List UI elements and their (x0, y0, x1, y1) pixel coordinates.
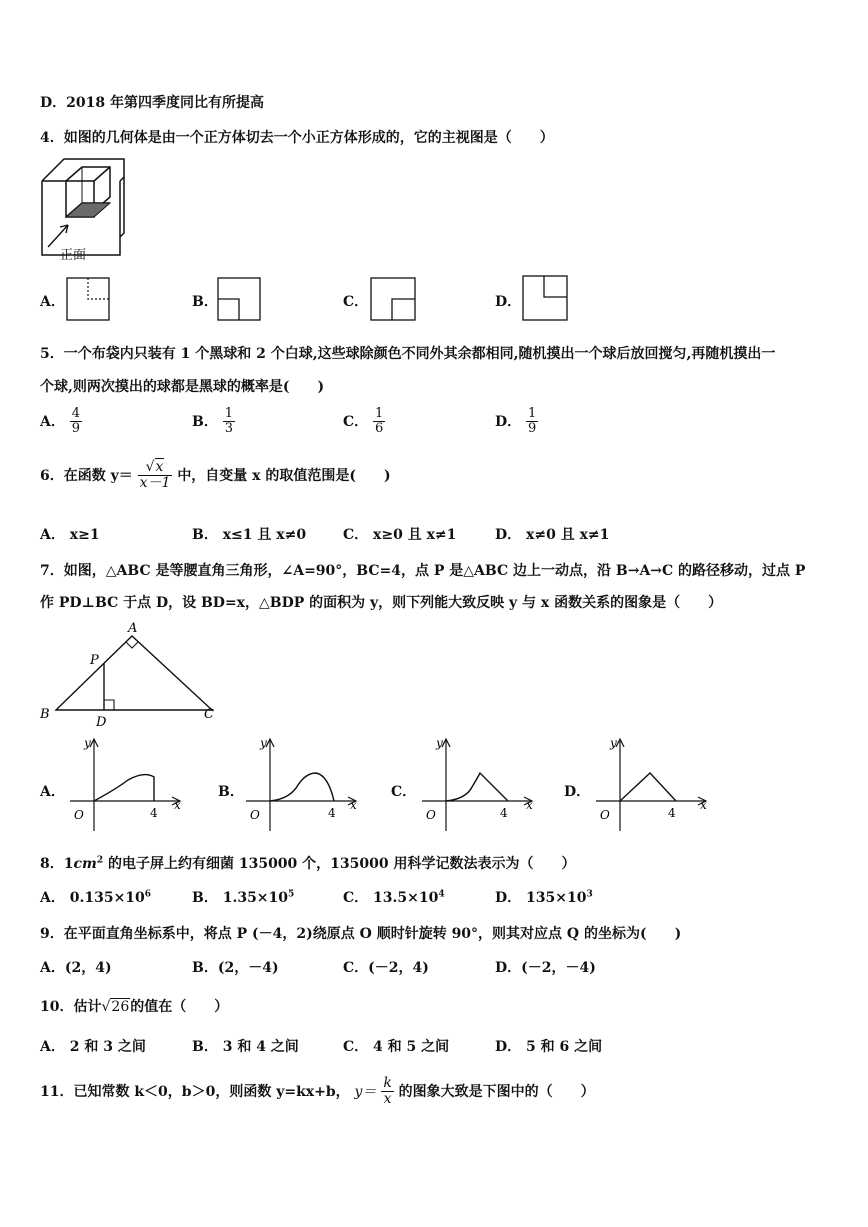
q6-num: x (155, 459, 164, 475)
q11-y-eq: y＝ (354, 1083, 377, 1100)
q10-option-c: C． 4 和 5 之间 (343, 1039, 450, 1055)
q5-option-d (495, 407, 538, 437)
q6-stem: 6．在函数 y＝ $\frac{√x}{x-1}$ 中，自变量 x 的取值范围是( ) (40, 459, 391, 492)
graph-b-4: 4 (328, 806, 336, 820)
graph-b-x: x (350, 798, 357, 812)
q4-option-d-label: D． (495, 294, 522, 310)
q3-option-d: D．2018 年第四季度同比有所提高 (40, 95, 264, 111)
q4-option-b-figure (217, 277, 261, 321)
q10-radicand: 26 (111, 999, 130, 1015)
q5-option-a-label: A． (40, 413, 65, 430)
q5-option-a (40, 407, 82, 437)
q7-stem-line1: 7．如图，△ABC 是等腰直角三角形，∠A=90°，BC=4，点 P 是△ABC 边上一动点，沿 B→A→C 的路径移动，过点 P (40, 563, 806, 579)
graph-a-y: y (84, 736, 91, 750)
q4-option-d-figure (522, 275, 568, 321)
graph-b-o: O (250, 808, 260, 822)
tri-label-d: D (96, 715, 107, 730)
q11-prefix: 11．已知常数 k＜0，b＞0，则函数 y=kx+b， (40, 1083, 350, 1100)
q5-option-c-label: C． (343, 413, 369, 430)
q6-suffix: 中，自变量 x 的取值范围是( ) (177, 467, 391, 484)
q9-option-c: C．(－2，4) (343, 960, 429, 976)
q7-option-c-label: C． (391, 784, 417, 800)
q7-stem-line2: 作 PD⊥BC 于点 D，设 BD=x，△BDP 的面积为 y，则下列能大致反映 y 与 x 函数关系的图象是（ ） (40, 595, 723, 611)
graph-d-o: O (600, 808, 610, 822)
q7-graph-d (592, 735, 712, 835)
graph-b-y: y (260, 736, 267, 750)
q11-suffix: 的图象大致是下图中的（ ） (398, 1083, 595, 1100)
q9-option-d: D．(－2，－4) (495, 960, 596, 976)
q8-stem (40, 853, 575, 873)
q10-option-b: B． 3 和 4 之间 (192, 1039, 299, 1055)
q5-option-b-label: B． (192, 413, 218, 430)
graph-d-x: x (700, 798, 707, 812)
q7-graph-b (242, 735, 362, 835)
q8-stem-b: 的电子屏上约有细菌 135000 个，135000 用科学记数法表示为（ ） (103, 856, 576, 872)
q8-c-exp: 4 (438, 889, 445, 900)
q10-option-d: D． 5 和 6 之间 (495, 1039, 603, 1055)
q4-option-b-label: B． (192, 294, 218, 310)
tri-label-p: P (90, 653, 99, 668)
q4-option-a-label: A． (40, 294, 65, 310)
graph-c-4: 4 (500, 806, 508, 820)
q11-den: x (383, 1091, 392, 1108)
graph-a-x: x (174, 798, 181, 812)
q8-d-base: D． 135×10 (495, 890, 587, 906)
q6-option-d: D． x≠0 且 x≠1 (495, 527, 610, 543)
q7-graph-c (418, 735, 538, 835)
q9-option-b: B．(2，－4) (192, 960, 279, 976)
q7-option-b-label: B． (218, 784, 244, 800)
q5-option-c (343, 407, 385, 437)
q8-a-base: A． 0.135×10 (40, 890, 145, 906)
q10-prefix: 10．估计 (40, 999, 102, 1015)
tri-label-b: B (40, 707, 50, 722)
q9-stem: 9．在平面直角坐标系中，将点 P (－4，2)绕原点 O 顺时针旋转 90°，则其对应点 Q 的坐标为( ) (40, 926, 682, 942)
q8-option-b (192, 887, 294, 907)
front-label: 正面 (60, 248, 87, 263)
graph-a-4: 4 (150, 806, 158, 820)
q11-num: k (383, 1075, 392, 1091)
q8-option-a (40, 887, 151, 907)
q5-c-den: 6 (375, 421, 384, 437)
q7-option-a-label: A． (40, 784, 65, 800)
graph-c-x: x (526, 798, 533, 812)
q4-stem: 4．如图的几何体是由一个正方体切去一个小正方体形成的，它的主视图是（ ） (40, 130, 554, 146)
q6-option-b: B． x≤1 且 x≠0 (192, 527, 307, 543)
q5-b-den: 3 (224, 421, 233, 437)
q7-option-d-label: D． (564, 784, 591, 800)
tri-label-c: C (204, 707, 214, 722)
q10-stem: 10．估计√26的值在（ ） (40, 999, 229, 1015)
q4-option-c-label: C． (343, 294, 369, 310)
q6-option-a: A． x≥1 (40, 527, 100, 543)
q8-b-exp: 5 (288, 889, 295, 900)
q11-stem (40, 1076, 595, 1108)
q4-option-c-figure (370, 277, 416, 321)
q8-c-base: C． 13.5×10 (343, 890, 439, 906)
q4-option-a-figure (66, 277, 110, 321)
q9-option-a: A．(2，4) (40, 960, 112, 976)
graph-a-o: O (74, 808, 84, 822)
q8-option-c (343, 887, 445, 907)
q10-option-a: A． 2 和 3 之间 (40, 1039, 146, 1055)
q7-graph-a (66, 735, 186, 835)
q8-a-exp: 6 (144, 889, 152, 900)
graph-c-y: y (436, 736, 443, 750)
q5-c-num: 1 (375, 406, 384, 421)
q8-stem-a: 8．1 (40, 856, 74, 872)
q6-prefix: 6．在函数 y＝ (40, 467, 133, 484)
q7-triangle-figure (36, 620, 226, 730)
tri-label-a: A (128, 621, 138, 636)
q8-unit: cm (73, 856, 97, 872)
q10-suffix: 的值在（ ） (130, 999, 229, 1015)
q6-den: x－1 (139, 475, 171, 492)
q5-option-b (192, 407, 235, 437)
q6-option-c: C． x≥0 且 x≠1 (343, 527, 457, 543)
graph-d-y: y (610, 736, 617, 750)
q5-option-d-label: D． (495, 413, 522, 430)
graph-d-4: 4 (668, 806, 676, 820)
q5-a-num: 4 (71, 406, 81, 421)
q5-b-num: 1 (224, 406, 233, 421)
q5-d-den: 9 (528, 421, 537, 437)
q8-b-base: B． 1.35×10 (192, 890, 289, 906)
graph-c-o: O (426, 808, 436, 822)
q5-d-num: 1 (528, 406, 537, 421)
q5-a-den: 9 (71, 421, 81, 437)
q5-stem-line1: 5．一个布袋内只装有 1 个黑球和 2 个白球,这些球除颜色不同外其余都相同,随机摸出一个球后放回搅匀,再随机摸出一 (40, 346, 776, 362)
q8-sup: 2 (96, 855, 104, 866)
q5-stem-line2: 个球,则两次摸出的球都是黑球的概率是( ) (40, 379, 325, 395)
q8-d-exp: 3 (586, 889, 593, 900)
q8-option-d (495, 887, 593, 907)
